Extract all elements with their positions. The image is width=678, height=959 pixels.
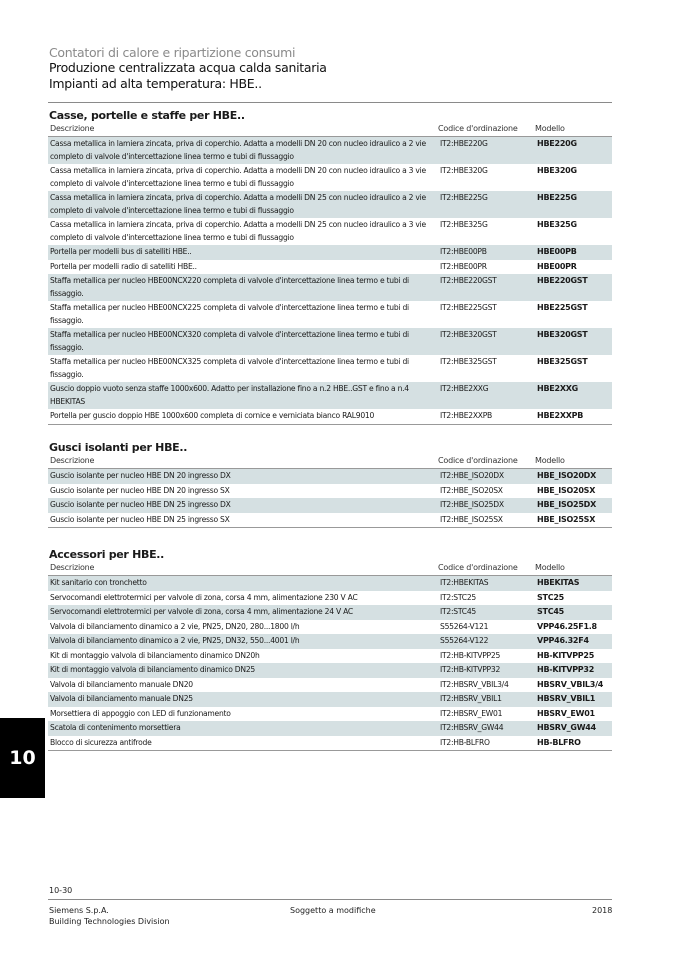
row-desc: Servocomandi elettrotermici per valvole di zona, corsa 4 mm, alimentazione 24 V AC <box>50 607 353 616</box>
table-header <box>48 456 612 469</box>
row-code: IT2:HBE225G <box>440 193 488 202</box>
row-desc: Guscio isolante per nucleo HBE DN 20 ingresso SX <box>50 485 230 495</box>
table-end-rule <box>48 424 612 425</box>
table-row <box>48 649 612 664</box>
row-desc: Cassa metallica in lamiera zincata, priva di coperchio. Adatta a modelli DN 25 con nucleo idraulico a 3 vie completo di valvole d'intercettazione linea termo e tubi di flussaggio <box>50 220 426 242</box>
row-code: IT2:HBE320G <box>440 166 488 175</box>
row-desc: Kit sanitario con tronchetto <box>50 578 147 587</box>
col-code: Codice d'ordinazione <box>438 124 518 133</box>
row-desc: Guscio isolante per nucleo HBE DN 25 ingresso DX <box>50 500 231 509</box>
table-row <box>48 620 612 635</box>
row-code: S55264-V121 <box>440 621 489 631</box>
year: 2018 <box>592 906 613 915</box>
row-code: IT2:HBE_ISO25SX <box>440 514 503 524</box>
row-model: HBSRV_VBIL3/4 <box>537 679 604 689</box>
section-accessori <box>48 548 612 751</box>
subtitle: Impianti ad alta temperatura: HBE.. <box>49 76 262 91</box>
row-desc: Valvola di bilanciamento dinamico a 2 vie, PN25, DN20, 280...1800 l/h <box>50 621 300 631</box>
col-model: Modello <box>535 563 565 572</box>
row-code: IT2:HBE_ISO20SX <box>440 485 503 495</box>
row-code: IT2:HBE_ISO25DX <box>440 500 504 509</box>
table-row <box>48 484 612 499</box>
row-model: HBE_ISO25DX <box>537 500 596 509</box>
table-row <box>48 164 612 191</box>
row-model: HBE225G <box>537 193 577 202</box>
page-number: 10-30 <box>49 886 73 895</box>
section-title: Gusci isolanti per HBE.. <box>49 441 188 454</box>
row-desc: Guscio isolante per nucleo HBE DN 25 ingresso SX <box>50 514 230 524</box>
table-row <box>48 191 612 218</box>
row-model: HBEKITAS <box>537 578 580 587</box>
col-desc: Descrizione <box>50 563 95 572</box>
row-code: IT2:HBE_ISO20DX <box>440 471 504 480</box>
row-model: VPP46.25F1.8 <box>537 621 597 631</box>
row-model: HBE325G <box>537 220 577 229</box>
row-code: IT2:STC25 <box>440 592 476 602</box>
row-code: IT2:HBEKITAS <box>440 578 489 587</box>
table-row <box>48 409 612 424</box>
row-model: STC45 <box>537 607 564 616</box>
table-header <box>48 563 612 576</box>
row-code: IT2:HB-BLFRO <box>440 737 490 747</box>
row-code: IT2:HBE00PB <box>440 247 487 256</box>
col-desc: Descrizione <box>50 124 95 133</box>
row-model: HBE225GST <box>537 303 588 312</box>
row-desc: Portella per guscio doppio HBE 1000x600 completa di cornice e verniciata bianco RAL9010 <box>50 411 375 420</box>
col-desc: Descrizione <box>50 456 95 465</box>
supertitle: Contatori di calore e ripartizione consumi <box>49 45 296 60</box>
row-model: STC25 <box>537 592 564 602</box>
row-model: HBE_ISO25SX <box>537 514 596 524</box>
section-title: Casse, portelle e staffe per HBE.. <box>49 109 245 122</box>
table-row <box>48 513 612 528</box>
company: Siemens S.p.A. <box>49 906 109 915</box>
row-model: HBE220G <box>537 139 577 148</box>
table-row <box>48 274 612 301</box>
row-desc: Cassa metallica in lamiera zincata, priva di coperchio. Adatta a modelli DN 20 con nucleo idraulico a 3 vie completo di valvole d'intercettazione linea termo e tubi di flussaggio <box>50 166 426 188</box>
table-row <box>48 591 612 606</box>
table-row <box>48 721 612 736</box>
row-code: IT2:HBSRV_EW01 <box>440 708 503 718</box>
col-code: Codice d'ordinazione <box>438 563 518 572</box>
table-row <box>48 137 612 164</box>
row-code: IT2:HBE220GST <box>440 276 497 285</box>
row-desc: Valvola di bilanciamento manuale DN25 <box>50 694 193 703</box>
table-row <box>48 692 612 707</box>
title: Produzione centralizzata acqua calda sanitaria <box>49 60 327 75</box>
row-code: S55264-V122 <box>440 636 489 645</box>
row-code: IT2:HB-KITVPP25 <box>440 650 501 660</box>
table-row <box>48 382 612 409</box>
row-model: HBSRV_GW44 <box>537 723 596 732</box>
row-model: HBE320GST <box>537 330 588 339</box>
table-header <box>48 124 612 137</box>
row-desc: Staffa metallica per nucleo HBE00NCX220 completa di valvole d'intercettazione linea termo e tubi di fissaggio. <box>50 276 409 298</box>
row-model: HBE2XXPB <box>537 411 584 420</box>
row-code: IT2:HBSRV_GW44 <box>440 723 504 732</box>
table-row <box>48 678 612 693</box>
division: Building Technologies Division <box>49 917 170 926</box>
row-code: IT2:HBE320GST <box>440 330 497 339</box>
row-code: IT2:HBSRV_VBIL1 <box>440 694 502 703</box>
table-row <box>48 355 612 382</box>
row-desc: Staffa metallica per nucleo HBE00NCX225 completa di valvole d'intercettazione linea termo e tubi di fissaggio. <box>50 303 409 325</box>
row-model: HB-KITVPP32 <box>537 665 595 674</box>
row-code: IT2:HBE225GST <box>440 303 497 312</box>
table-row <box>48 634 612 649</box>
table-row <box>48 245 612 260</box>
table-row <box>48 663 612 678</box>
row-code: IT2:HBE325G <box>440 220 488 229</box>
row-model: HB-BLFRO <box>537 737 581 747</box>
row-desc: Scatola di contenimento morsettiera <box>50 723 181 732</box>
row-model: HBE320G <box>537 166 577 175</box>
page-header <box>49 45 327 92</box>
row-model: HBSRV_EW01 <box>537 708 595 718</box>
col-model: Modello <box>535 124 565 133</box>
row-desc: Cassa metallica in lamiera zincata, priva di coperchio. Adatta a modelli DN 25 con nucleo idraulico a 2 vie completo di valvole d'intercettazione linea termo e tubi di flussaggio <box>50 193 426 215</box>
row-desc: Valvola di bilanciamento dinamico a 2 vie, PN25, DN32, 550...4001 l/h <box>50 636 300 645</box>
row-desc: Cassa metallica in lamiera zincata, priva di coperchio. Adatta a modelli DN 20 con nucleo idraulico a 2 vie completo di valvole d'intercettazione linea termo e tubi di flussaggio <box>50 139 426 161</box>
row-desc: Blocco di sicurezza antifrode <box>50 737 152 747</box>
row-desc: Portella per modelli radio di satelliti HBE.. <box>50 261 197 271</box>
row-code: IT2:HBE2XXG <box>440 384 489 393</box>
table-row <box>48 736 612 751</box>
row-model: HBE_ISO20SX <box>537 485 596 495</box>
table-row <box>48 260 612 275</box>
row-model: HBE2XXG <box>537 384 578 393</box>
table-row <box>48 576 612 591</box>
row-code: IT2:HBSRV_VBIL3/4 <box>440 679 509 689</box>
row-desc: Valvola di bilanciamento manuale DN20 <box>50 679 193 689</box>
table-end-rule <box>48 750 612 751</box>
table-row <box>48 469 612 484</box>
table-row <box>48 707 612 722</box>
row-model: HBE00PB <box>537 247 577 256</box>
table-row <box>48 605 612 620</box>
row-desc: Morsettiera di appoggio con LED di funzionamento <box>50 708 231 718</box>
row-model: HBE325GST <box>537 357 588 366</box>
section-gusci <box>48 441 612 528</box>
row-desc: Guscio isolante per nucleo HBE DN 20 ingresso DX <box>50 471 231 480</box>
row-code: IT2:HBE2XXPB <box>440 411 493 420</box>
row-desc: Kit di montaggio valvola di bilanciamento dinamico DN20h <box>50 650 260 660</box>
row-code: IT2:HBE325GST <box>440 357 497 366</box>
row-desc: Staffa metallica per nucleo HBE00NCX320 completa di valvole d'intercettazione linea termo e tubi di fissaggio. <box>50 330 409 352</box>
row-desc: Portella per modelli bus di satelliti HBE.. <box>50 247 192 256</box>
footer-divider <box>48 899 612 900</box>
row-desc: Servocomandi elettrotermici per valvole di zona, corsa 4 mm, alimentazione 230 V AC <box>50 592 358 602</box>
row-desc: Staffa metallica per nucleo HBE00NCX325 completa di valvole d'intercettazione linea termo e tubi di fissaggio. <box>50 357 409 379</box>
chapter-tab: 10 <box>0 718 45 798</box>
row-code: IT2:STC45 <box>440 607 476 616</box>
row-model: VPP46.32F4 <box>537 636 589 645</box>
row-code: IT2:HBE220G <box>440 139 488 148</box>
row-model: HBE00PR <box>537 261 577 271</box>
row-code: IT2:HBE00PR <box>440 261 487 271</box>
col-code: Codice d'ordinazione <box>438 456 518 465</box>
row-code: IT2:HB-KITVPP32 <box>440 665 501 674</box>
row-desc: Guscio doppio vuoto senza staffe 1000x600. Adatto per installazione fino a n.2 HBE..GST e fino a n.4 HBEKITAS <box>50 384 409 406</box>
row-desc: Kit di montaggio valvola di bilanciamento dinamico DN25 <box>50 665 255 674</box>
table-row <box>48 328 612 355</box>
table-row <box>48 498 612 513</box>
row-model: HB-KITVPP25 <box>537 650 595 660</box>
table-end-rule <box>48 527 612 528</box>
col-model: Modello <box>535 456 565 465</box>
table-row <box>48 301 612 328</box>
footer-note: Soggetto a modifiche <box>290 906 376 915</box>
divider <box>48 102 612 103</box>
section-casse <box>48 109 612 425</box>
table-row <box>48 218 612 245</box>
row-model: HBE220GST <box>537 276 588 285</box>
row-model: HBSRV_VBIL1 <box>537 694 596 703</box>
section-title: Accessori per HBE.. <box>49 548 165 561</box>
row-model: HBE_ISO20DX <box>537 471 596 480</box>
